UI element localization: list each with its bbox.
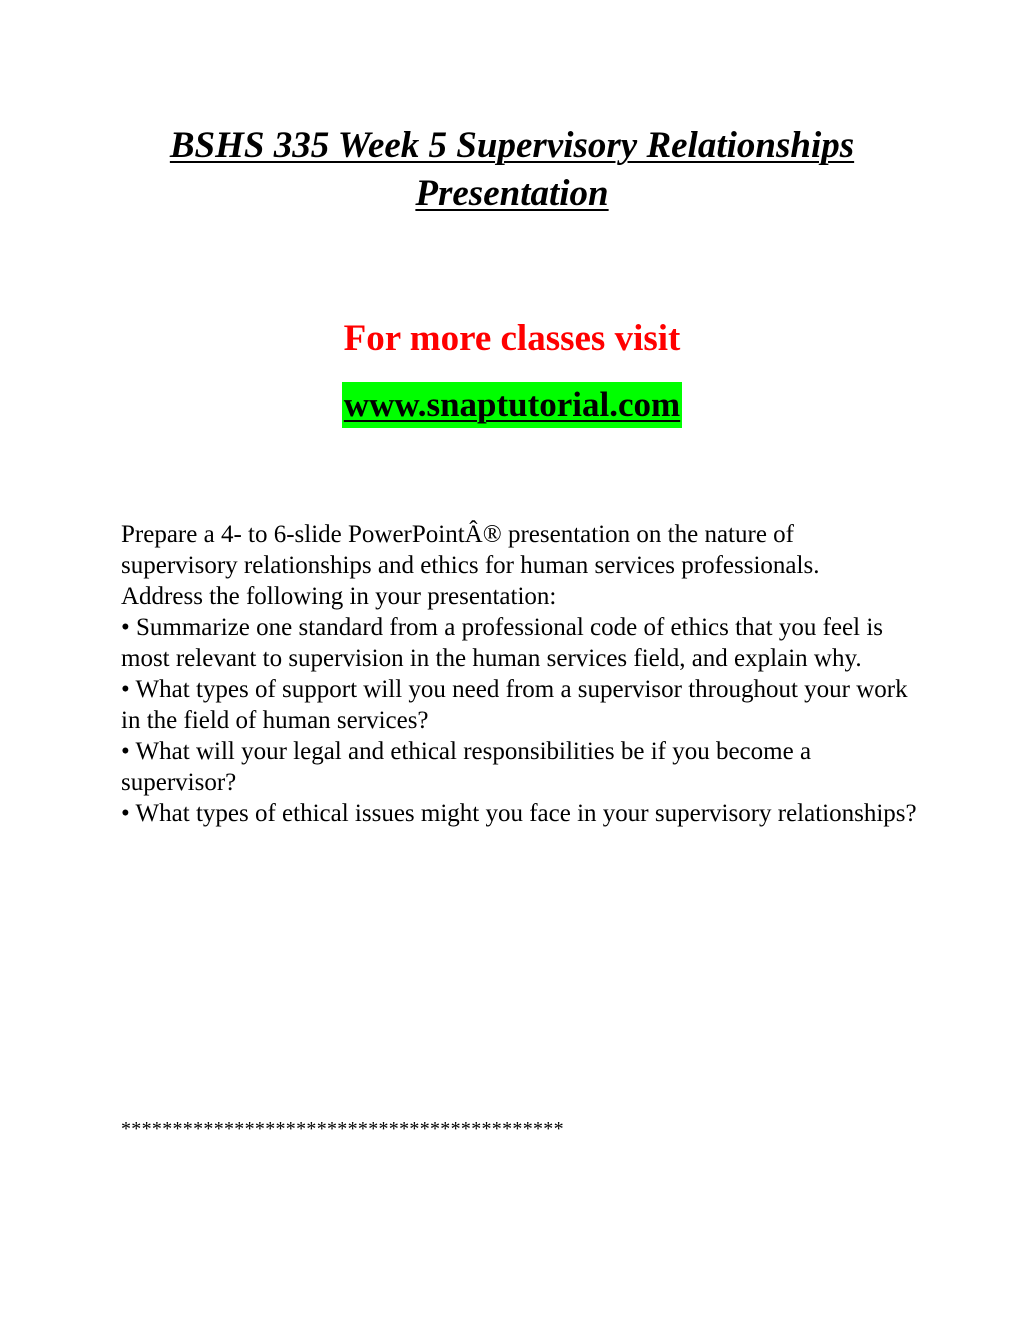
intro-line-3: Address the following in your presentation: (121, 583, 557, 610)
document-title (0, 122, 1024, 218)
website-link[interactable]: www.snaptutorial.com (342, 382, 682, 428)
asterisk-separator: ******************************************* (121, 1118, 564, 1140)
list-item: • What types of support will you need from a supervisor throughout your work in the field of human services? (121, 676, 908, 734)
assignment-description (121, 519, 921, 829)
list-item: • What will your legal and ethical responsibilities be if you become a supervisor? (121, 738, 812, 796)
title-line-1: BSHS 335 Week 5 Supervisory Relationships (169, 125, 855, 166)
list-item: • Summarize one standard from a professional code of ethics that you feel is most relevant to supervision in the human services field, and explain why. (121, 614, 883, 672)
requirements-list (121, 612, 921, 829)
title-line-2: Presentation (415, 173, 609, 214)
website-link-container (0, 382, 1024, 428)
promo-text: For more classes visit (343, 318, 681, 359)
list-item: • What types of ethical issues might you face in your supervisory relationships? (121, 800, 917, 827)
intro-line-2: supervisory relationships and ethics for human services professionals. (121, 552, 820, 579)
intro-line-1: Prepare a 4- to 6-slide PowerPointÂ® presentation on the nature of (121, 521, 794, 548)
